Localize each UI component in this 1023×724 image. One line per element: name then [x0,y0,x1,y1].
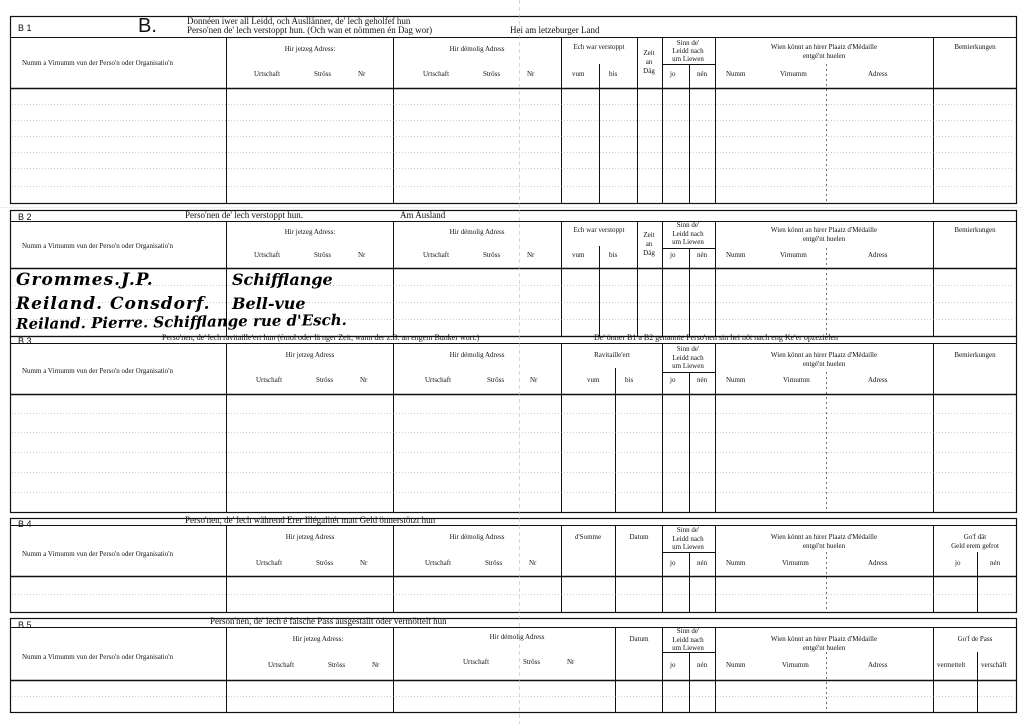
b2-addr-prev-header: Hir démolig Adress [449,228,505,236]
b4-sub-virnumm: Virnumm [782,559,809,567]
b4-sub-urschaft-prev: Urtschaft [425,559,452,567]
section-code-b1: B 1 [18,23,32,33]
section-code-b5: B 5 [18,620,32,630]
b4-sinn-1: Sinn de' [676,526,700,534]
b1-hidden-header: Ech war verstoppt [573,43,625,51]
b5-name-header: Numm a Virnumm vun der Perso'n oder Organisatio'n [22,653,173,661]
b5-sub-vermettelt: vermettelt [937,661,966,669]
b4-sub-nen: nén [697,559,708,567]
b3-sub-virnumm: Virnumm [783,376,810,384]
b4-sub-adress: Adress [868,559,888,567]
b1-addr-prev-header: Hir démolig Adress [449,45,505,53]
b4-sub-nr: Nr [360,559,368,567]
b1-zeit-1: Zeit [643,49,655,57]
b1-medal-2: entgé'nt huelen [802,52,846,60]
b3-sub-nr-prev: Nr [530,376,538,384]
b2-sub-jo: jo [670,251,676,259]
b2-entry-1-name: Grommes.J.P. [16,270,154,290]
section-code-b2: B 2 [18,212,32,222]
b3-medal-2: entgé'nt huelen [802,360,846,368]
b2-entry-2-place: Bell-vue [232,294,306,313]
b5-sinn-3: um Liewen [672,644,704,652]
b2-addr-now-header: Hir jetzeg Adress: [284,228,336,236]
b3-sub-vum: vum [587,376,600,384]
b2-title-region: Am Ausland [400,210,446,220]
b1-addr-now-header: Hir jetzeg Adress: [284,45,336,53]
b3-sub-numm: Numm [726,376,746,384]
b4-addr-prev-header: Hir démolig Adress [449,533,505,541]
b4-sub-numm: Numm [726,559,746,567]
section-code-b4: B 4 [18,519,32,529]
b2-sub-nen: nén [697,251,708,259]
b5-sub-stross-prev: Ströss [523,658,541,666]
b4-sub-jo: jo [670,559,676,567]
b2-sub-virnumm: Virnumm [780,251,807,259]
b2-hidden-header: Ech war verstoppt [573,226,625,234]
b1-title-region: Hei am letzeburger Land [510,25,600,35]
b1-sinn-2: Leidd nach [672,47,704,55]
b3-sub-nen: nén [697,376,708,384]
b4-sub-stross-prev: Ströss [485,559,503,567]
b5-sinn-2: Leidd nach [672,636,704,644]
b1-title-line1: Donnéen iwer all Leidd, och Ausllänner, de' lech geholfef hun [187,16,411,26]
b4-datum-header: Datum [629,533,649,541]
b2-zeit-3: Däg [643,249,655,257]
b4-somme-header: d'Somme [574,533,602,541]
b2-sub-nr: Nr [358,251,366,259]
b5-sub-urschaft: Urtschaft [268,661,295,669]
b2-entry-2-name: Reiland. Consdorf. [16,294,211,314]
b2-medal-2: entgé'nt huelen [802,235,846,243]
b3-sub-stross: Ströss [316,376,334,384]
b2-sub-nr-prev: Nr [527,251,535,259]
b5-sub-nen: nén [697,661,708,669]
b1-zeit-2: an [645,58,653,66]
b3-addr-prev-header: Hir démolig Adress [449,351,505,359]
b5-sub-jo: jo [670,661,676,669]
b2-remarks-header: Bemierkungen [954,226,996,234]
b2-medal-1: Wien könnt an hirer Plaatz d'Médaille [770,226,878,234]
b3-title: Perso'nen, de' lech ravitaille'ert hun (émol oder lä nger Zeit, wann der z.B. an engem Bunker wort.) [162,333,480,342]
b5-datum-header: Datum [629,635,649,643]
b3-sinn-1: Sinn de' [676,345,700,353]
b1-sub-vum: vum [572,70,585,78]
b1-sinn-1: Sinn de' [676,39,700,47]
b4-medal-2: entgé'nt huelen [802,542,846,550]
b2-entry-3-name: Reiland. Pierre. Schifflange rue d'Esch. [15,310,347,333]
b1-sub-stross-prev: Ströss [483,70,501,78]
b2-sinn-3: um Liewen [672,238,704,246]
b5-sub-nr-prev: Nr [567,658,575,666]
b2-entry-1-place: Schifflange [232,270,333,289]
b3-sub-urschaft: Urtschaft [256,376,283,384]
b3-sub-nr: Nr [360,376,368,384]
section-letter: B. [138,15,157,37]
b3-ravit-header: Ravitaille'ert [594,351,630,359]
b2-sub-numm: Numm [726,251,746,259]
b1-sub-virnumm: Virnumm [780,70,807,78]
b4-sinn-2: Leidd nach [672,535,704,543]
b5-sub-urschaft-prev: Urtschaft [463,658,490,666]
b5-sinn-1: Sinn de' [676,627,700,635]
b3-sub-jo: jo [670,376,676,384]
b5-sub-nr: Nr [372,661,380,669]
b2-name-header: Numm a Virnumm vun der Perso'n oder Organisatio'n [22,242,173,250]
b1-sub-bis: bis [609,70,618,78]
b2-sub-vum: vum [572,251,585,259]
b3-addr-now-header: Hir jetzeg Adress [285,351,335,359]
section-code-b3: B 3 [18,336,32,346]
b1-sub-numm: Numm [726,70,746,78]
b4-medal-1: Wien könnt an hirer Plaatz d'Médaille [770,533,878,541]
b1-sub-nr: Nr [358,70,366,78]
b3-title-note: De' önner B1 a B2 genannte Perso'nen sin hei nöt nach eng Ke'er opzezielen [594,333,839,342]
b5-sub-virnumm: Virnumm [782,661,809,669]
b2-sub-stross: Ströss [314,251,332,259]
b1-title-line2: Perso'nen de' lech verstoppt hun. (Och wan et nömmen én Dag wor) [187,25,433,35]
b2-zeit-2: an [645,240,653,248]
b5-medal-2: entgé'nt huelen [802,644,846,652]
b1-sub-urschaft-prev: Urtschaft [423,70,450,78]
b1-sub-nr-prev: Nr [527,70,535,78]
b4-name-header: Numm a Virnumm vun der Perso'n oder Organisatio'n [22,550,173,558]
b2-sub-adress: Adress [868,251,888,259]
b2-sub-bis: bis [609,251,618,259]
b5-medal-1: Wien könnt an hirer Plaatz d'Médaille [770,635,878,643]
b2-sub-urschaft-prev: Urtschaft [423,251,450,259]
b3-remarks-header: Bemierkungen [954,351,996,359]
b3-sinn-2: Leidd nach [672,354,704,362]
b4-sub-gof-nen: nén [990,559,1001,567]
b5-sub-verschaft: verschäft [981,661,1007,669]
b1-sub-nen: nén [697,70,708,78]
b2-sinn-2: Leidd nach [672,230,704,238]
b4-sub-stross: Ströss [316,559,334,567]
b1-zeit-3: Däg [643,67,655,75]
b3-sub-stross-prev: Ströss [487,376,505,384]
b1-sub-adress: Adress [868,70,888,78]
b1-name-header: Numm a Virnumm vun der Perso'n oder Organisatio'n [22,59,173,67]
b3-sub-adress: Adress [868,376,888,384]
b5-pass-header: Go'f de Pass [957,635,993,643]
b4-gof-2: Geld erem gefrot [951,542,999,550]
b4-sub-nr-prev: Nr [529,559,537,567]
b5-sub-adress: Adress [868,661,888,669]
b2-sub-urschaft: Urtschaft [254,251,281,259]
b4-addr-now-header: Hir jetzeg Adress [285,533,335,541]
b1-medal-1: Wien könnt an hirer Plaatz d'Médaille [770,43,878,51]
b3-medal-1: Wien könnt an hirer Plaatz d'Médaille [770,351,878,359]
b1-sub-stross: Ströss [314,70,332,78]
b4-sinn-3: um Liewen [672,543,704,551]
b3-sub-bis: bis [625,376,634,384]
b2-zeit-1: Zeit [643,231,655,239]
b5-sub-stross: Ströss [328,661,346,669]
b3-sinn-3: um Liewen [672,362,704,370]
b5-title: Person'nen, de' lech é falsche Pass ausgestallt oder vermöttelt hun [210,616,447,626]
b3-name-header: Numm a Virnumm vun der Perso'n oder Organisatio'n [22,367,173,375]
b1-remarks-header: Bemierkungen [954,43,996,51]
b4-gof-1: Go'f dät [963,533,987,541]
b1-sub-jo: jo [670,70,676,78]
b4-title: Perso'nen, de' lech während Erer Illégalitét matt Geld önnerstötzt hun [185,515,436,525]
b5-addr-now-header: Hir jetzeg Adress: [292,635,344,643]
b3-sub-urschaft-prev: Urtschaft [425,376,452,384]
b4-sub-gof-jo: jo [955,559,961,567]
b5-sub-numm: Numm [726,661,746,669]
b1-sub-urschaft: Urtschaft [254,70,281,78]
b2-title: Perso'nen de' lech verstoppt hun. [185,210,303,220]
b5-addr-prev-header: Hir démolig Adress [489,633,545,641]
b2-sinn-1: Sinn de' [676,221,700,229]
b1-sinn-3: um Liewen [672,55,704,63]
b2-sub-stross-prev: Ströss [483,251,501,259]
b4-sub-urschaft: Urtschaft [256,559,283,567]
